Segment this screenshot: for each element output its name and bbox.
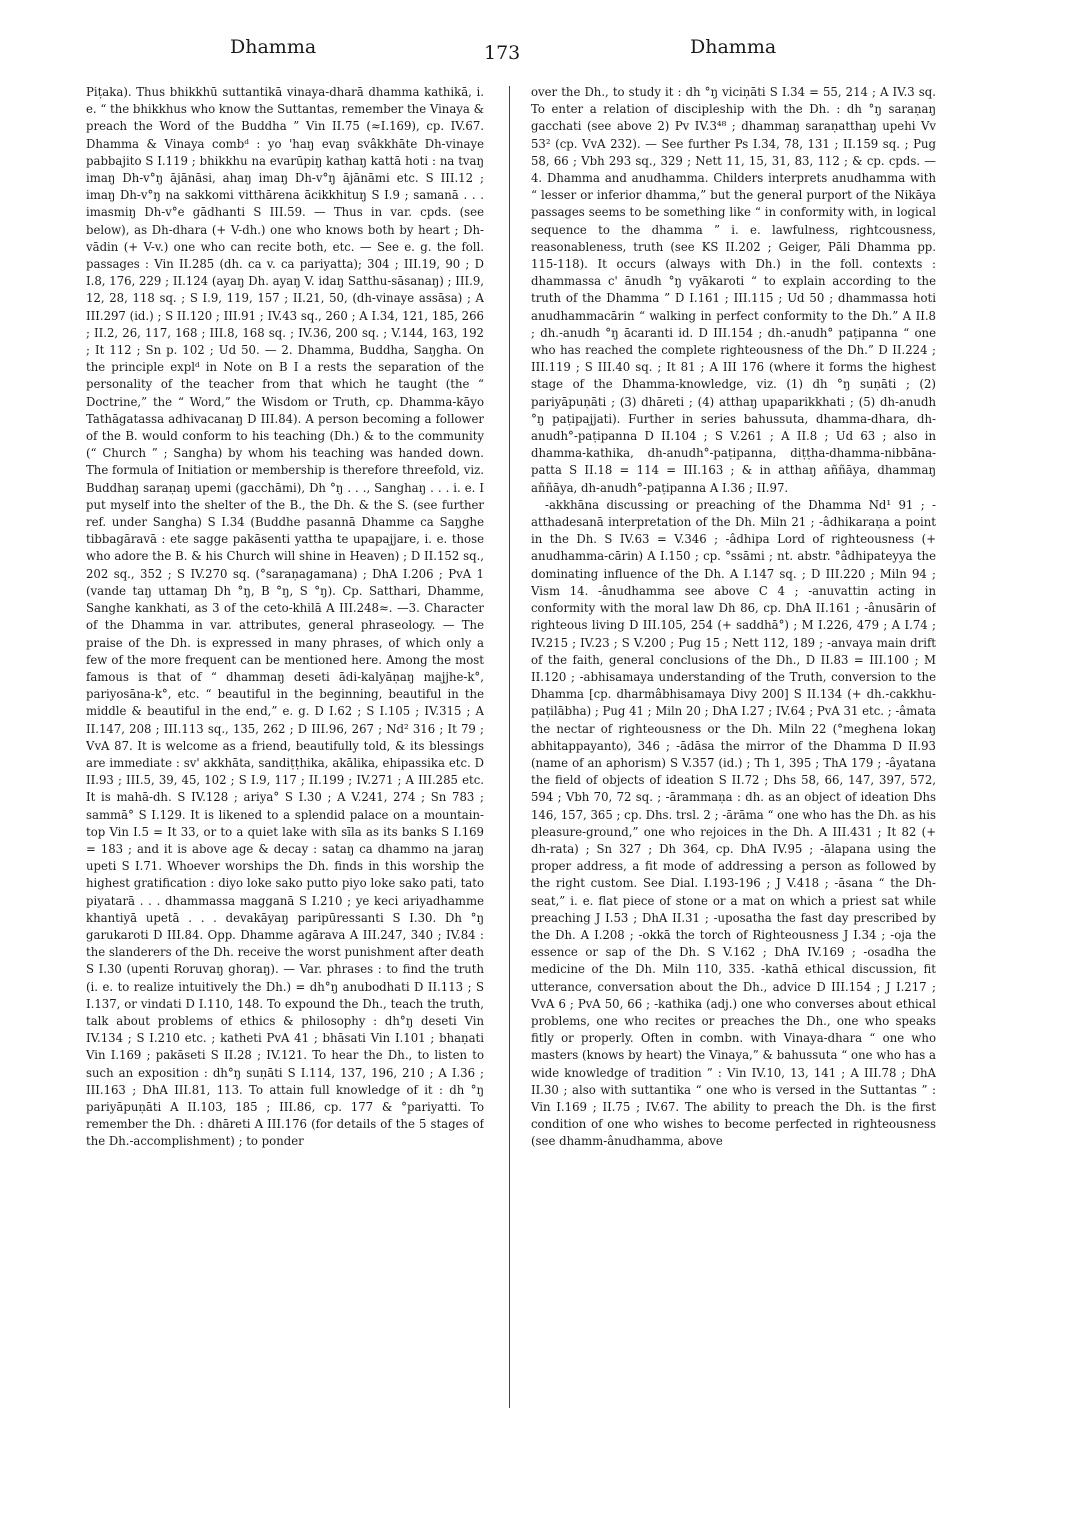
running-head-right: Dhamma bbox=[690, 36, 777, 58]
running-head-left: Dhamma bbox=[230, 36, 317, 58]
left-paragraph-1: Piṭaka). Thus bhikkhū suttantikā vinaya-dharā dhamma kathikā, i. e. “ the bhikkhus who know the Suttantas, remember the Vinaya & preach the Word of the Buddha ” Vin II.75 (≈I.169), cp. IV.67. Dhamma & Vinaya combᵈ : yo 'haŋ evaŋ svâkkhāte Dh-vinaye pabbajito S I.119 ; bhikkhu na evarūpiŋ kathaŋ kattā hoti : na tvaŋ imaŋ Dh-v°ŋ ājānāsi, ahaŋ imaŋ Dh-v°ŋ ājānāmi etc. S III.12 ; imaŋ Dh-v°ŋ na sakkomi vitthārena ācikkhituŋ S I.9 ; samanā . . . imasmiŋ Dh-v°e gādhanti S III.59. — Thus in var. cpds. (see below), as Dh-dhara (+ V-dh.) one who knows both by heart ; Dh-vādin (+ V-v.) one who can recite both, etc. — See e. g. the foll. passages : Vin II.285 (dh. ca v. ca pariyatta); 304 ; III.19, 90 ; D I.8, 176, 229 ; II.124 (ayaŋ Dh. ayaŋ V. idaŋ Satthu-sāsanaŋ) ; III.9, 12, 28, 118 sq. ; S I.9, 119, 157 ; II.21, 50, (dh-vinaye assāsa) ; A III.297 (id.) ; S II.120 ; III.91 ; IV.43 sq., 260 ; A I.34, 121, 185, 266 ; II.2, 26, 117, 168 ; III.8, 168 sq. ; IV.36, 200 sq. ; V.144, 163, 192 ; It 112 ; Sn p. 102 ; Ud 50. — 2. Dhamma, Buddha, Saŋgha. On the principle explᵈ in Note on B I a rests the separation of the personality of the teacher from that which he taught (the “ Doctrine,” the “ Word,” the Wisdom or Truth, cp. Dhamma-kāyo Tathāgatassa adhivacanaŋ D III.84). A person becoming a follower of the B. would conform to his teaching (Dh.) & to the community (“ Church ” ; Sangha) by whom his teaching was handed down. The formula of Initiation or membership is therefore threefold, viz. Buddhaŋ saraṇaŋ upemi (gacchāmi), Dh °ŋ . . ., Sanghaŋ . . . i. e. I put myself into the shelter of the B., the Dh. & the S. (see further ref. under Sangha) S I.34 (Buddhe pasannā Dhamme ca Saŋghe tibbagāravā : ete sagge pakāsenti yattha te upapajjare, i. e. those who adore the B. & his Church will shine in Heaven) ; D II.152 sq., 202 sq., 352 ; S IV.270 sq. (°saraṇagamana) ; DhA I.206 ; PvA 1 (vande taŋ uttamaŋ Dh °ŋ, B °ŋ, S °ŋ). Cp. Satthari, Dhamme, Sanghe kankhati, as 3 of the ceto-khilā A III.248≈. —3. Character of the Dhamma in var. attributes, general phraseology. — The praise of the Dh. is expressed in many phrases, of which only a few of the more frequent can be mentioned here. Among the most famous is that of “ dhammaŋ deseti ādi-kalyāṇaŋ majjhe-k°, pariyosāna-k°, etc. “ beautiful in the beginning, beautiful in the middle & beautiful in the end,” e. g. D I.62 ; S I.105 ; IV.315 ; A II.147, 208 ; III.113 sq., 135, 262 ; D III.96, 267 ; Nd² 316 ; It 79 ; VvA 87. It is welcome as a friend, beautifully told, & its blessings are immediate : sv' akkhāta, sandiṭṭhika, akālika, ehipassika etc. D II.93 ; III.5, 39, 45, 102 ; S I.9, 117 ; II.199 ; IV.271 ; A III.285 etc. It is mahā-dh. S IV.128 ; ariya° S I.30 ; A V.241, 274 ; Sn 783 ; sammā° S I.129. It is likened to a splendid palace on a mountain-top Vin I.5 = It 33, or to a quiet lake with sīla as its banks S I.169 = 183 ; and it is above age & decay : sataŋ ca dhammo na jaraŋ upeti S I.71. Whoever worships the Dh. finds in this worship the highest gratification : diyo loke sako putto piyo loke sako pati, tato piyatarā . . . dhammassa magganā S I.210 ; ye keci ariyadhamme khantiyā upetā . . . devakāyaŋ paripūressanti S I.30. Dh °ŋ garukaroti D III.84. Opp. Dhamme agārava A III.247, 340 ; IV.84 : the slanderers of the Dh. receive the worst punishment after death S I.30 (upenti Roruvaŋ ghoraŋ). — Var. phrases : to find the truth (i. e. to realize intuitively the Dh.) = dh°ŋ anubodhati D II.113 ; S I.137, or vindati D I.110, 148. To expound the Dh., teach the truth, talk about problems of ethics & philosophy : dh°ŋ deseti Vin IV.134 ; S I.210 etc. ; katheti PvA 41 ; bhāsati Vin I.101 ; bhaṇati Vin I.169 ; pakāseti S II.28 ; IV.121. To hear the Dh., to listen to such an exposition : dh°ŋ suṇāti S I.114, 137, 196, 210 ; A I.36 ; III.163 ; DhA III.81, 113. To attain full knowledge of it : dh °ŋ pariyāpuṇāti A II.103, 185 ; III.86, cp. 177 & °pariyatti. To remember the Dh. : dhāreti A III.176 (for details of the 5 stages of the Dh.-accomplishment) ; to ponder bbox=[86, 85, 484, 1149]
left-column bbox=[86, 84, 484, 1509]
column-divider bbox=[509, 86, 510, 1408]
right-paragraph-2: -akkhāna discussing or preaching of the Dhamma Nd¹ 91 ; -atthadesanā interpretation of the Dh. Miln 21 ; -âdhikaraṇa a point in the Dh. S IV.63 = V.346 ; -âdhipa Lord of righteousness (+ anudhamma-cārin) A I.150 ; cp. °ssāmi ; nt. abstr. °âdhipateyya the dominating influence of the Dh. A I.147 sq. ; D III.220 ; Miln 94 ; Vism 14. -ânudhamma see above C 4 ; -anuvattin acting in conformity with the moral law Dh 86, cp. DhA II.161 ; -ânusārin of righteous living D III.105, 254 (+ saddhā°) ; M I.226, 479 ; A I.74 ; IV.215 ; IV.23 ; S V.200 ; Pug 15 ; Nett 112, 189 ; -anvaya main drift of the faith, general conclusions of the Dh., D II.83 = III.100 ; M II.120 ; -abhisamaya understanding of the Truth, conversion to the Dhamma [cp. dharmâbhisamaya Divy 200] S II.134 (+ dh.-cakkhu-paṭilābha) ; Pug 41 ; Miln 20 ; DhA I.27 ; IV.64 ; PvA 31 etc. ; -âmata the nectar of righteousness or the Dh. Miln 22 (°meghena lokaŋ abhitappayanto), 346 ; -ādāsa the mirror of the Dhamma D II.93 (name of an aphorism) S V.357 (id.) ; Th 1, 395 ; ThA 179 ; -âyatana the field of objects of ideation S II.72 ; Dhs 58, 66, 147, 397, 572, 594 ; Vbh 70, 72 sq. ; -ārammaṇa : dh. as an object of ideation Dhs 146, 157, 365 ; cp. Dhs. trsl. 2 ; -ārāma “ one who has the Dh. as his pleasure-ground,” one who rejoices in the Dh. A III.431 ; It 82 (+ dh-rata) ; Sn 327 ; Dh 364, cp. DhA IV.95 ; -ālapana using the proper address, a fit mode of addressing a person as followed by the right custom. See Dial. I.193-196 ; J V.418 ; -āsana “ the Dh-seat,” i. e. flat piece of stone or a mat on which a priest sat while preaching J I.53 ; DhA II.31 ; -uposatha the fast day prescribed by the Dh. A I.208 ; -okkā the torch of Righteousness J I.34 ; -oja the essence or sap of the Dh. S V.162 ; DhA IV.169 ; -osadha the medicine of the Dh. Miln 110, 335. -kathā ethical discussion, fit utterance, conversation about the Dh., advice D III.154 ; J I.217 ; VvA 6 ; PvA 50, 66 ; -kathika (adj.) one who converses about ethical problems, one who recites or preaches the Dh., one who speaks fitly or properly. Often in combn. with Vinaya-dhara “ one who masters (knows by heart) the Vinaya,” & bahussuta “ one who has a wide knowledge of tradition ” : Vin IV.10, 13, 141 ; A III.78 ; DhA II.30 ; also with suttantika “ one who is versed in the Suttantas ” : Vin I.169 ; II.75 ; IV.67. The ability to preach the Dh. is the first condition of one who wishes to become perfected in righteousness (see dhamm-ânudhamma, above bbox=[531, 497, 936, 1149]
right-paragraph-1: over the Dh., to study it : dh °ŋ viciṇāti S I.34 = 55, 214 ; A IV.3 sq. To enter a relation of discipleship with the Dh. : dh °ŋ saraṇaŋ gacchati (see above 2) Pv IV.3⁴⁸ ; dhammaŋ saraṇatthaŋ upehi Vv 53² (cp. VvA 232). — See further Ps I.34, 78, 131 ; II.159 sq. ; Pug 58, 66 ; Vbh 293 sq., 329 ; Nett 11, 15, 31, 83, 112 ; & cp. cpds. — 4. Dhamma and anudhamma. Childers interprets anudhamma with “ lesser or inferior dhamma,” but the general purport of the Nikāya passages seems to be something like “ in conformity with, in logical sequence to the dhamma ” i. e. lawfulness, rightcousness, reasonableness, truth (see KS II.202 ; Geiger, Pāli Dhamma pp. 115-118). It occurs (always with Dh.) in the foll. contexts : dhammassa c' ānudh °ŋ vyākaroti “ to explain according to the truth of the Dhamma ” D I.161 ; III.115 ; Ud 50 ; dhammassa hoti anudhammacārin “ walking in perfect conformity to the Dh.” A II.8 ; dh.-anudh °ŋ ācaranti id. D III.154 ; dh.-anudh° paṭipanna “ one who has reached the complete righteousness of the Dh.” D II.224 ; III.119 ; S III.40 sq. ; It 81 ; A III 176 (where it forms the highest stage of the Dhamma-knowledge, viz. (1) dh °ŋ suṇāti ; (2) pariyāpuṇāti ; (3) dhāreti ; (4) atthaŋ upaparikkhati ; (5) dh-anudh °ŋ paṭipajjati). Further in series bahussuta, dhamma-dhara, dh-anudh°-paṭipanna D II.104 ; S V.261 ; A II.8 ; Ud 63 ; also in dhamma-kathika, dh-anudh°-paṭipanna, diṭṭha-dhamma-nibbāna-patta S II.18 = 114 = III.163 ; & in atthaŋ aññāya, dhammaŋ aññāya, dh-anudh°-paṭipanna A I.36 ; II.97. bbox=[531, 85, 936, 495]
right-column bbox=[531, 84, 936, 1509]
page-header bbox=[0, 36, 1073, 76]
page-number: 173 bbox=[484, 42, 521, 64]
